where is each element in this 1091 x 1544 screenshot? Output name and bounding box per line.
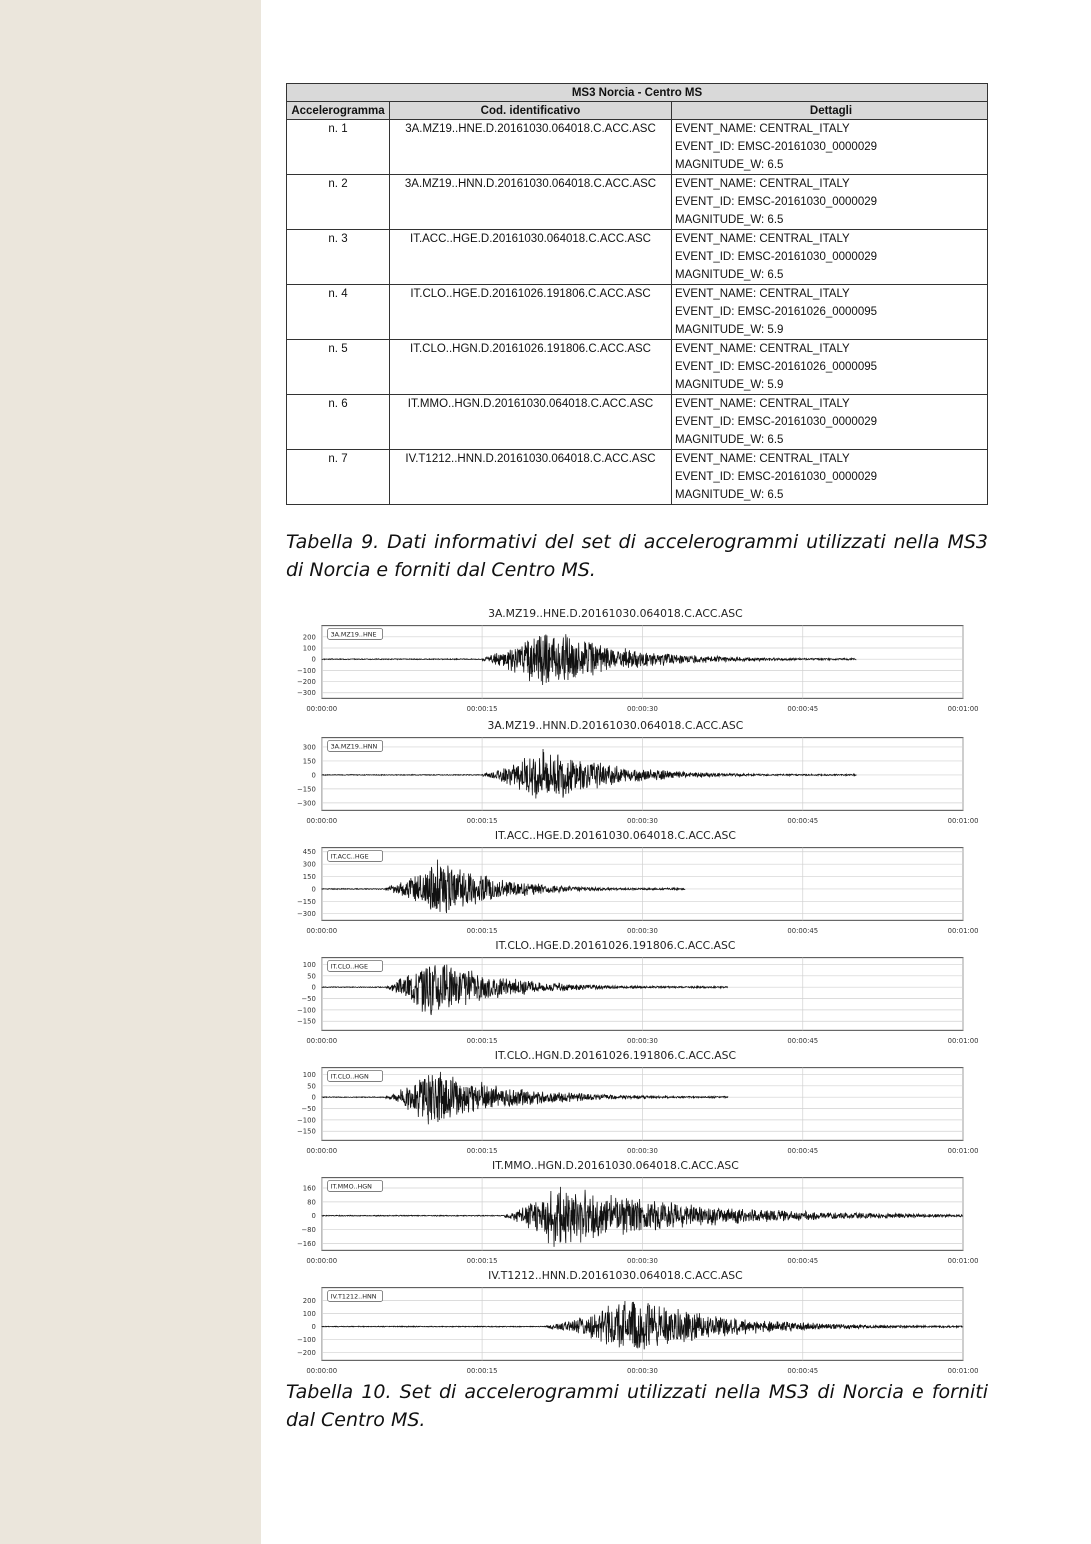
legend-label: 3A.MZ19..HNE xyxy=(330,630,377,639)
accelerogram-plots xyxy=(286,606,991,1376)
legend-label: 3A.MZ19..HNN xyxy=(330,742,378,751)
x-tick-label: 00:00:45 xyxy=(787,705,819,714)
row-details xyxy=(672,230,988,285)
x-tick-label: 00:00:30 xyxy=(627,817,658,826)
plot-title: IT.CLO..HGE.D.20161026.191806.C.ACC.ASC xyxy=(495,938,736,952)
x-tick-label: 00:00:15 xyxy=(466,927,498,936)
header-dettagli: Dettagli xyxy=(672,102,988,120)
x-tick-label: 00:00:00 xyxy=(306,927,338,936)
plot-legend xyxy=(328,851,383,862)
waveform-trace xyxy=(322,860,685,913)
row-number: n. 6 xyxy=(287,395,390,450)
x-tick-label: 00:00:30 xyxy=(627,1037,658,1046)
legend-label: IT.CLO..HGE xyxy=(330,962,369,971)
x-tick-label: 00:01:00 xyxy=(947,1037,979,1046)
y-tick-label: −100 xyxy=(297,1006,316,1015)
row-code: IT.CLO..HGE.D.20161026.191806.C.ACC.ASC xyxy=(390,285,672,340)
event-id: EVENT_ID: EMSC-20161030_0000029 xyxy=(675,416,878,428)
row-number: n. 1 xyxy=(287,120,390,175)
plot-title: IT.ACC..HGE.D.20161030.064018.C.ACC.ASC xyxy=(494,828,736,842)
y-tick-label: −150 xyxy=(297,1127,316,1136)
legend-label: IT.CLO..HGN xyxy=(330,1072,369,1081)
row-code: IT.CLO..HGN.D.20161026.191806.C.ACC.ASC xyxy=(390,340,672,395)
y-tick-label: −100 xyxy=(297,1116,316,1125)
y-tick-label: −100 xyxy=(297,1336,316,1345)
plot-title: IT.CLO..HGN.D.20161026.191806.C.ACC.ASC xyxy=(494,1048,737,1062)
x-tick-label: 00:01:00 xyxy=(947,1367,979,1376)
y-tick-label: −300 xyxy=(297,689,316,698)
y-tick-label: 0 xyxy=(311,1212,316,1221)
accelerogram-panel-3 xyxy=(286,828,991,938)
x-tick-label: 00:00:00 xyxy=(306,1147,338,1156)
event-name: EVENT_NAME: CENTRAL_ITALY xyxy=(675,123,850,135)
y-tick-label: 0 xyxy=(311,655,316,664)
row-details xyxy=(672,175,988,230)
y-tick-label: −50 xyxy=(301,1104,316,1113)
plot-legend xyxy=(328,1181,383,1192)
x-tick-label: 00:01:00 xyxy=(947,705,979,714)
y-tick-label: 50 xyxy=(307,972,316,981)
y-tick-label: −50 xyxy=(301,994,316,1003)
legend-label: IT.ACC..HGE xyxy=(330,852,369,861)
y-tick-label: 0 xyxy=(311,983,316,992)
x-tick-label: 00:00:30 xyxy=(627,705,658,714)
x-tick-label: 00:00:45 xyxy=(787,1257,819,1266)
header-cod-identificativo: Cod. identificativo xyxy=(390,102,672,120)
row-code: IT.ACC..HGE.D.20161030.064018.C.ACC.ASC xyxy=(390,230,672,285)
plot-legend xyxy=(328,1071,383,1082)
page-sidebar xyxy=(0,0,261,1544)
event-name: EVENT_NAME: CENTRAL_ITALY xyxy=(675,288,850,300)
y-tick-label: −100 xyxy=(297,666,316,675)
table-10-caption: Tabella 10. Set di accelerogrammi utilizzati nella MS3 di Norcia e forniti dal Centro MS. xyxy=(286,1381,988,1431)
accelerogram-panel-2 xyxy=(286,718,991,828)
y-tick-label: −150 xyxy=(297,1017,316,1026)
row-details xyxy=(672,285,988,340)
row-code: IT.MMO..HGN.D.20161030.064018.C.ACC.ASC xyxy=(390,395,672,450)
legend-label: IT.MMO..HGN xyxy=(330,1182,372,1191)
event-id: EVENT_ID: EMSC-20161030_0000029 xyxy=(675,251,878,263)
y-tick-label: 100 xyxy=(302,1310,316,1319)
event-name: EVENT_NAME: CENTRAL_ITALY xyxy=(675,233,850,245)
magnitude: MAGNITUDE_W: 6.5 xyxy=(675,269,784,281)
x-tick-label: 00:00:00 xyxy=(306,705,338,714)
plot-title: 3A.MZ19..HNE.D.20161030.064018.C.ACC.ASC xyxy=(488,606,743,620)
x-tick-label: 00:00:45 xyxy=(787,927,819,936)
y-tick-label: 160 xyxy=(302,1184,316,1193)
row-number: n. 2 xyxy=(287,175,390,230)
x-tick-label: 00:00:15 xyxy=(466,705,498,714)
x-tick-label: 00:00:30 xyxy=(627,1257,658,1266)
event-id: EVENT_ID: EMSC-20161026_0000095 xyxy=(675,306,878,318)
row-details xyxy=(672,340,988,395)
y-tick-label: −150 xyxy=(297,785,316,794)
x-tick-label: 00:00:00 xyxy=(306,817,338,826)
magnitude: MAGNITUDE_W: 6.5 xyxy=(675,489,784,501)
plot-legend xyxy=(328,1291,383,1302)
y-tick-label: −160 xyxy=(297,1239,316,1248)
x-tick-label: 00:00:00 xyxy=(306,1257,338,1266)
x-tick-label: 00:01:00 xyxy=(947,1257,979,1266)
x-tick-label: 00:00:00 xyxy=(306,1367,338,1376)
y-tick-label: 0 xyxy=(311,771,316,780)
waveform-trace xyxy=(322,749,856,799)
y-tick-label: −150 xyxy=(297,897,316,906)
y-tick-label: 300 xyxy=(302,743,316,752)
magnitude: MAGNITUDE_W: 6.5 xyxy=(675,159,784,171)
y-tick-label: 450 xyxy=(302,848,316,857)
y-tick-label: 0 xyxy=(311,885,316,894)
y-tick-label: 50 xyxy=(307,1082,316,1091)
accelerogram-panel-7 xyxy=(286,1268,991,1378)
x-tick-label: 00:00:00 xyxy=(306,1037,338,1046)
event-id: EVENT_ID: EMSC-20161030_0000029 xyxy=(675,196,878,208)
plot-title: IT.MMO..HGN.D.20161030.064018.C.ACC.ASC xyxy=(492,1158,739,1172)
event-name: EVENT_NAME: CENTRAL_ITALY xyxy=(675,178,850,190)
y-tick-label: 200 xyxy=(302,1297,316,1306)
accelerogram-panel-6 xyxy=(286,1158,991,1268)
table-9-caption: Tabella 9. Dati informativi del set di accelerogrammi utilizzati nella MS3 di Norcia e forniti dal Centro MS. xyxy=(286,531,988,581)
x-tick-label: 00:00:15 xyxy=(466,1037,498,1046)
y-tick-label: 200 xyxy=(302,633,316,642)
x-tick-label: 00:00:30 xyxy=(627,1147,658,1156)
table-row xyxy=(287,285,988,340)
magnitude: MAGNITUDE_W: 6.5 xyxy=(675,214,784,226)
event-id: EVENT_ID: EMSC-20161030_0000029 xyxy=(675,471,878,483)
y-tick-label: −300 xyxy=(297,799,316,808)
row-details xyxy=(672,395,988,450)
y-tick-label: −200 xyxy=(297,678,316,687)
plot-title: IV.T1212..HNN.D.20161030.064018.C.ACC.ASC xyxy=(488,1268,743,1282)
row-code: 3A.MZ19..HNN.D.20161030.064018.C.ACC.ASC xyxy=(390,175,672,230)
event-name: EVENT_NAME: CENTRAL_ITALY xyxy=(675,343,850,355)
table-row xyxy=(287,230,988,285)
y-tick-label: −300 xyxy=(297,910,316,919)
magnitude: MAGNITUDE_W: 5.9 xyxy=(675,324,784,336)
event-id: EVENT_ID: EMSC-20161030_0000029 xyxy=(675,141,878,153)
x-tick-label: 00:00:45 xyxy=(787,817,819,826)
row-number: n. 7 xyxy=(287,450,390,505)
y-tick-label: 150 xyxy=(302,873,316,882)
x-tick-label: 00:01:00 xyxy=(947,927,979,936)
header-accelerogramma: Accelerogramma xyxy=(287,102,390,120)
x-tick-label: 00:00:45 xyxy=(787,1367,819,1376)
y-tick-label: 0 xyxy=(311,1093,316,1102)
accelerogram-panel-4 xyxy=(286,938,991,1048)
event-name: EVENT_NAME: CENTRAL_ITALY xyxy=(675,398,850,410)
row-details xyxy=(672,120,988,175)
waveform-trace xyxy=(322,634,856,685)
y-tick-label: 300 xyxy=(302,860,316,869)
x-tick-label: 00:00:15 xyxy=(466,1257,498,1266)
plot-legend xyxy=(328,961,383,972)
row-code: 3A.MZ19..HNE.D.20161030.064018.C.ACC.ASC xyxy=(390,120,672,175)
table-row xyxy=(287,450,988,505)
accelerogram-panel-1 xyxy=(286,606,991,716)
y-tick-label: 150 xyxy=(302,757,316,766)
y-tick-label: 80 xyxy=(307,1198,316,1207)
x-tick-label: 00:00:15 xyxy=(466,1147,498,1156)
y-tick-label: 100 xyxy=(302,644,316,653)
legend-label: IV.T1212..HNN xyxy=(330,1292,377,1301)
y-tick-label: −200 xyxy=(297,1348,316,1357)
accelerogram-table xyxy=(286,83,988,505)
x-tick-label: 00:00:15 xyxy=(466,817,498,826)
table-row xyxy=(287,175,988,230)
plot-legend xyxy=(328,629,383,640)
plot-title: 3A.MZ19..HNN.D.20161030.064018.C.ACC.ASC xyxy=(487,718,744,732)
magnitude: MAGNITUDE_W: 6.5 xyxy=(675,434,784,446)
y-tick-label: 100 xyxy=(302,960,316,969)
row-code: IV.T1212..HNN.D.20161030.064018.C.ACC.ASC xyxy=(390,450,672,505)
x-tick-label: 00:01:00 xyxy=(947,817,979,826)
row-details xyxy=(672,450,988,505)
accelerogram-panel-5 xyxy=(286,1048,991,1158)
y-tick-label: 100 xyxy=(302,1070,316,1079)
row-number: n. 3 xyxy=(287,230,390,285)
table-row xyxy=(287,395,988,450)
table-title: MS3 Norcia - Centro MS xyxy=(287,84,988,102)
x-tick-label: 00:00:30 xyxy=(627,927,658,936)
x-tick-label: 00:00:45 xyxy=(787,1147,819,1156)
event-id: EVENT_ID: EMSC-20161026_0000095 xyxy=(675,361,878,373)
magnitude: MAGNITUDE_W: 5.9 xyxy=(675,379,784,391)
table-row xyxy=(287,120,988,175)
event-name: EVENT_NAME: CENTRAL_ITALY xyxy=(675,453,850,465)
x-tick-label: 00:00:15 xyxy=(466,1367,498,1376)
row-number: n. 4 xyxy=(287,285,390,340)
x-tick-label: 00:01:00 xyxy=(947,1147,979,1156)
plot-legend xyxy=(328,741,383,752)
row-number: n. 5 xyxy=(287,340,390,395)
x-tick-label: 00:00:45 xyxy=(787,1037,819,1046)
table-row xyxy=(287,340,988,395)
waveform-trace xyxy=(322,965,728,1015)
x-tick-label: 00:00:30 xyxy=(627,1367,658,1376)
y-tick-label: −80 xyxy=(301,1226,316,1235)
y-tick-label: 0 xyxy=(311,1323,316,1332)
